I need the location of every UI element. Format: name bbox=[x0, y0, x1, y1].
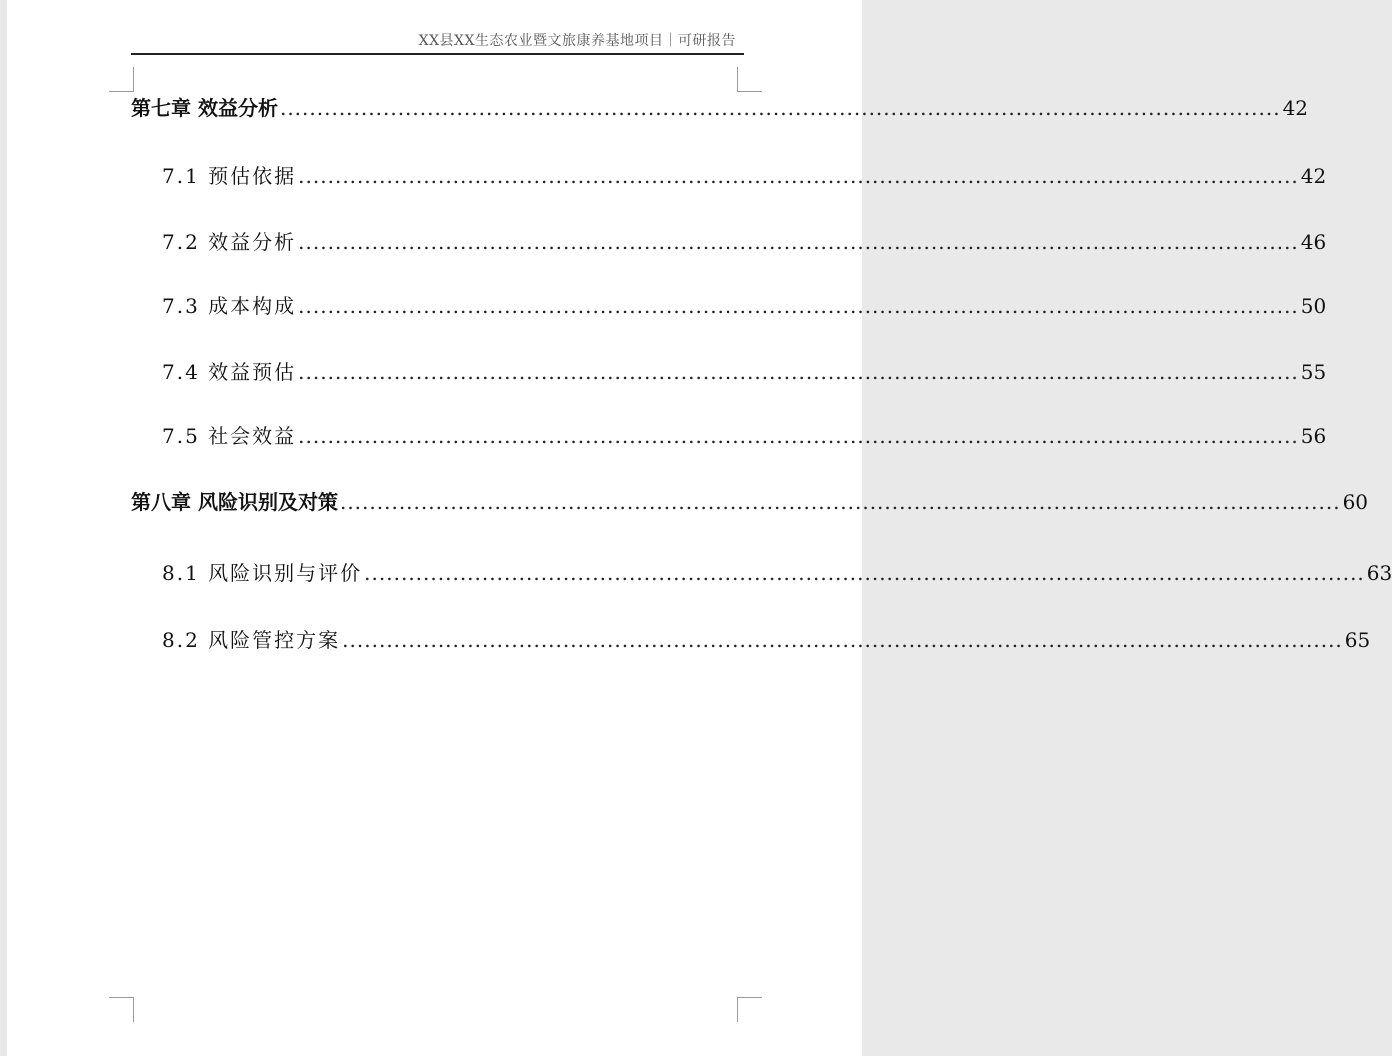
crop-mark-bottom-left bbox=[109, 997, 134, 1022]
table-of-contents bbox=[131, 92, 1392, 656]
toc-entry-7-3[interactable] bbox=[131, 290, 1327, 322]
crop-mark-bottom-right bbox=[737, 997, 762, 1022]
toc-entry-title: 7.1 预估依据 bbox=[162, 164, 297, 188]
toc-page-number: 46 bbox=[1300, 230, 1327, 254]
toc-leader-dots: ........................................................................................................................................ bbox=[339, 490, 1341, 514]
toc-entry-title: 7.3 成本构成 bbox=[162, 294, 297, 318]
toc-entry-title: 7.5 社会效益 bbox=[162, 424, 297, 448]
toc-page-number: 50 bbox=[1300, 294, 1327, 318]
toc-entry-chapter-8[interactable] bbox=[131, 486, 1369, 518]
toc-entry-title: 8.2 风险管控方案 bbox=[162, 628, 341, 652]
toc-leader-dots: ........................................................................................................................................ bbox=[279, 96, 1281, 120]
toc-entry-7-4[interactable] bbox=[131, 356, 1327, 388]
toc-leader-dots: ........................................................................................................................................ bbox=[342, 628, 1343, 652]
document-page bbox=[7, 0, 1392, 1056]
toc-page-number: 42 bbox=[1300, 164, 1327, 188]
toc-page-number: 63 bbox=[1366, 561, 1392, 585]
toc-page-number: 65 bbox=[1344, 628, 1371, 652]
toc-entry-title: 第八章 风险识别及对策 bbox=[131, 490, 338, 514]
toc-leader-dots: ........................................................................................................................................ bbox=[298, 424, 1299, 448]
toc-entry-chapter-7[interactable] bbox=[131, 92, 1309, 124]
running-header: XX县XX生态农业暨文旅康养基地项目｜可研报告 bbox=[418, 33, 736, 49]
toc-entry-7-2[interactable] bbox=[131, 226, 1327, 258]
toc-entry-title: 7.4 效益预估 bbox=[162, 360, 297, 384]
toc-entry-7-5[interactable] bbox=[131, 420, 1327, 452]
crop-mark-top-left bbox=[109, 67, 134, 92]
toc-leader-dots: ........................................................................................................................................ bbox=[298, 164, 1299, 188]
header-rule bbox=[131, 53, 744, 55]
toc-leader-dots: ........................................................................................................................................ bbox=[364, 561, 1365, 585]
toc-entry-title: 8.1 风险识别与评价 bbox=[162, 561, 363, 585]
toc-entry-title: 第七章 效益分析 bbox=[131, 96, 278, 120]
toc-page-number: 42 bbox=[1282, 96, 1309, 120]
toc-page-number: 55 bbox=[1300, 360, 1327, 384]
toc-entry-title: 7.2 效益分析 bbox=[162, 230, 297, 254]
toc-entry-8-1[interactable] bbox=[131, 557, 1392, 589]
toc-entry-7-1[interactable] bbox=[131, 160, 1327, 192]
toc-leader-dots: ........................................................................................................................................ bbox=[298, 230, 1299, 254]
crop-mark-top-right bbox=[737, 67, 762, 92]
toc-page-number: 56 bbox=[1300, 424, 1327, 448]
toc-leader-dots: ........................................................................................................................................ bbox=[298, 294, 1299, 318]
toc-page-number: 60 bbox=[1342, 490, 1369, 514]
toc-entry-8-2[interactable] bbox=[131, 624, 1371, 656]
toc-leader-dots: ........................................................................................................................................ bbox=[298, 360, 1299, 384]
